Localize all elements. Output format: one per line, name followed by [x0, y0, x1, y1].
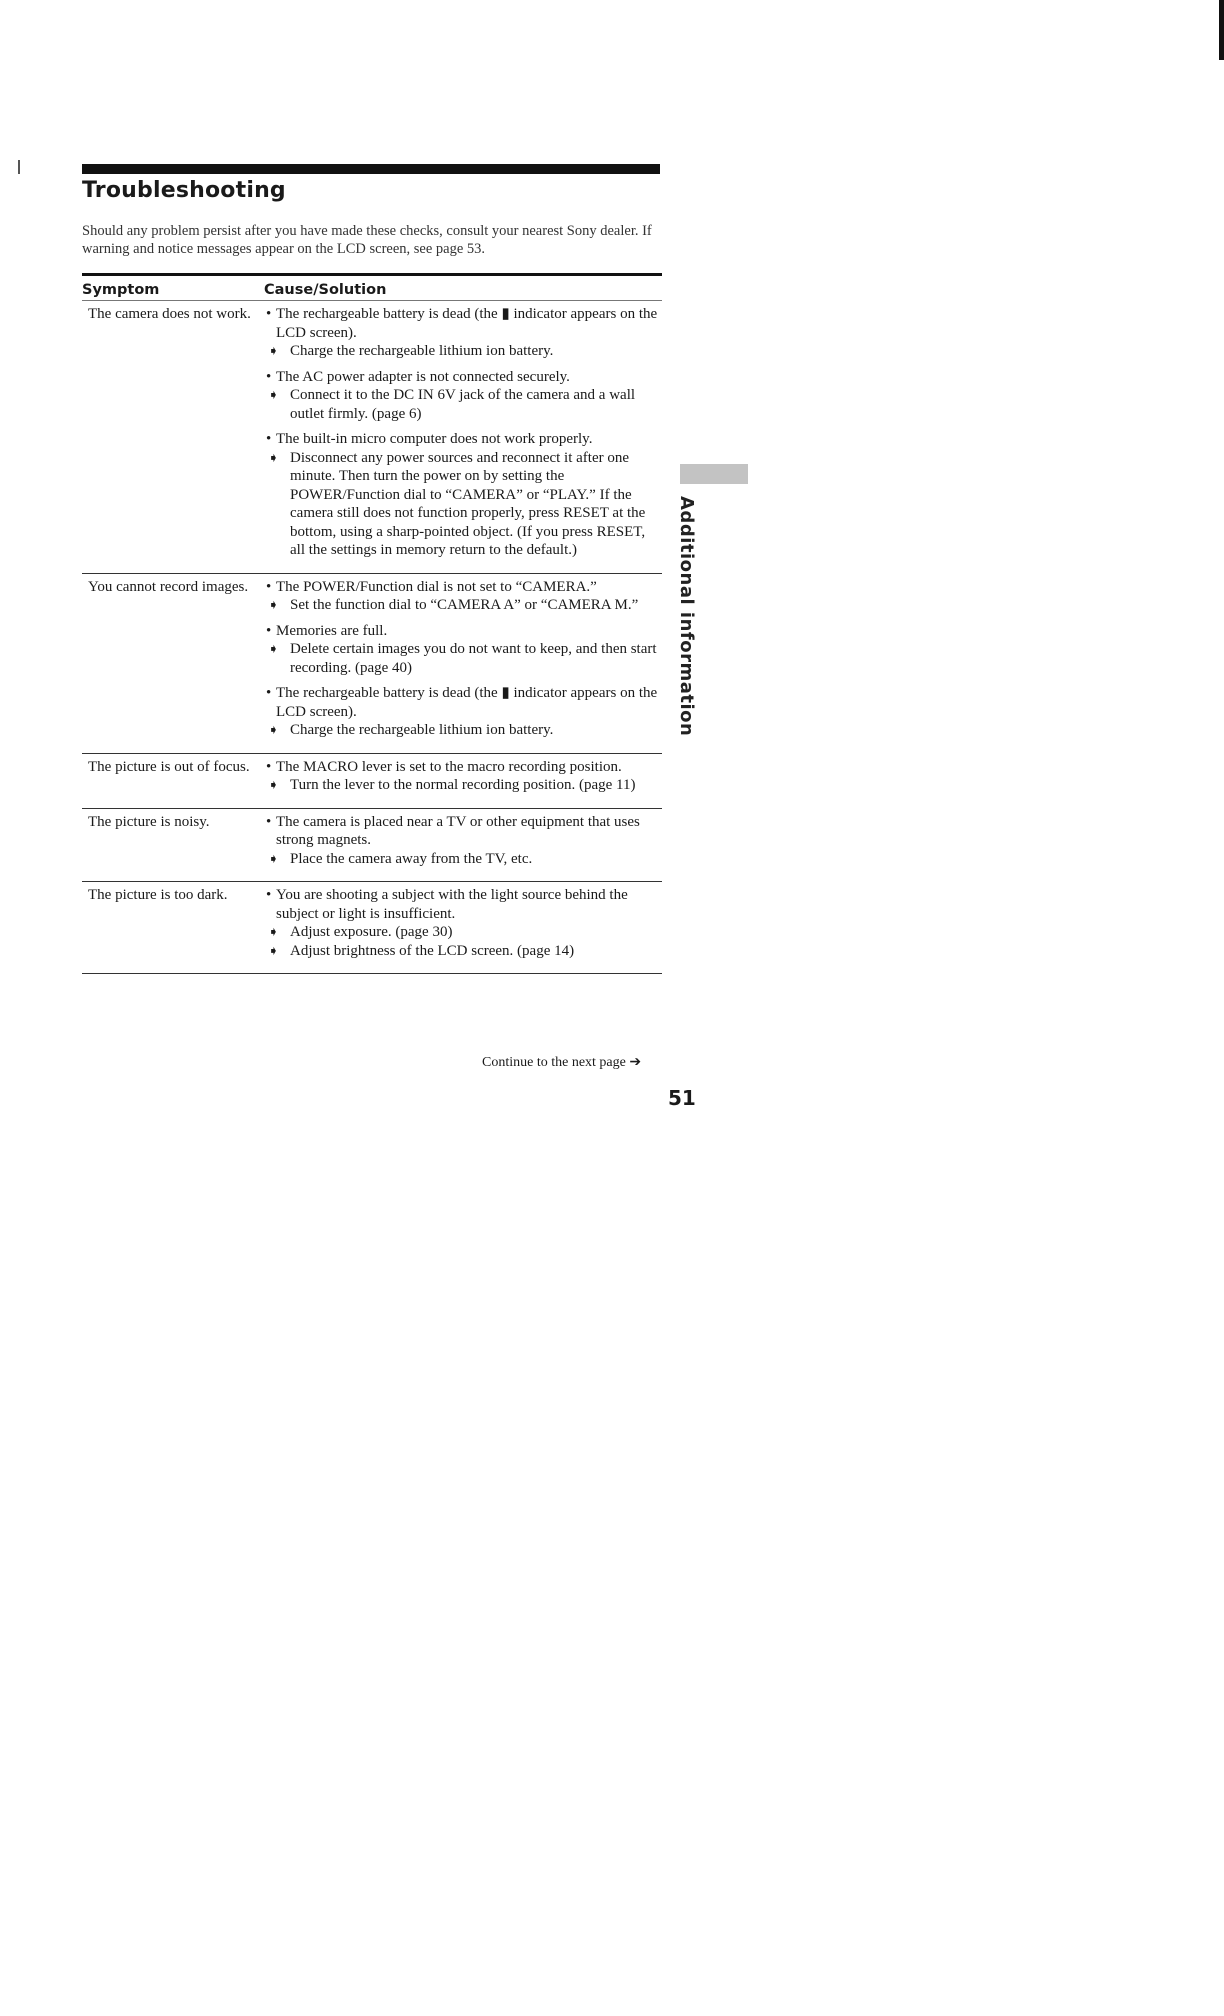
continue-note — [482, 1054, 641, 1071]
cause-column-header: Cause/Solution — [264, 282, 387, 298]
solution-item — [264, 342, 662, 361]
table-header — [82, 273, 662, 300]
solution-item — [264, 386, 662, 423]
solution-arrow-icon: ➧ — [268, 942, 279, 958]
margin-mark — [18, 160, 20, 174]
table-body — [82, 300, 662, 973]
solution-text: Place the camera away from the TV, etc. — [290, 850, 533, 867]
symptom-cell: The camera does not work. — [88, 306, 251, 322]
solution-arrow-icon: ➧ — [268, 387, 279, 402]
solution-text: Disconnect any power sources and reconnect it after one minute. Then turn the power on by setting the POWER/Function dial to “CAMERA” or “PLAY.” If the camera still does not function properly, press RESET at the bottom, using a sharp-pointed object. (If you press RESET, all the settings in memory return to the default.) — [290, 449, 646, 558]
cause-item — [264, 430, 662, 560]
cause-text: • The built-in micro computer does not work properly. — [264, 430, 662, 449]
solution-arrow-icon: ➧ — [268, 850, 279, 866]
solution-item — [264, 850, 662, 869]
symptom-cell: The picture is too dark. — [88, 887, 228, 903]
solution-text: Adjust exposure. (page 30) — [290, 924, 453, 940]
cause-text: • Memories are full. — [264, 622, 662, 641]
solution-arrow-icon: ➧ — [268, 641, 279, 656]
solution-arrow-icon: ➧ — [268, 924, 279, 939]
solution-arrow-icon: ➧ — [268, 343, 279, 358]
symptom-cell: You cannot record images. — [88, 578, 249, 595]
side-tab-marker — [680, 464, 748, 484]
solution-text: Connect it to the DC IN 6V jack of the camera and a wall outlet firmly. (page 6) — [290, 387, 636, 422]
solution-item — [264, 596, 662, 615]
page-number: 51 — [668, 1086, 696, 1110]
section-top-rule — [82, 164, 660, 174]
solution-text: Turn the lever to the normal recording position. (page 11) — [290, 777, 636, 793]
solution-text: Adjust brightness of the LCD screen. (page 14) — [290, 942, 575, 959]
solution-arrow-icon: ➧ — [268, 777, 279, 792]
cause-text: • The rechargeable battery is dead (the ▮ indicator appears on the LCD screen). — [264, 684, 662, 721]
page-edge-mark — [1219, 0, 1224, 60]
solution-arrow-icon: ➧ — [268, 722, 279, 737]
table-row — [82, 573, 662, 753]
section-side-tab: Additional information — [676, 496, 697, 737]
solution-text: Charge the rechargeable lithium ion battery. — [290, 722, 554, 738]
cause-item — [264, 578, 662, 615]
cause-text: • The POWER/Function dial is not set to “CAMERA.” — [264, 578, 662, 597]
cause-item — [264, 886, 662, 960]
solution-item — [264, 923, 662, 942]
cause-solution-cell — [264, 305, 662, 567]
solution-text: Delete certain images you do not want to keep, and then start recording. (page 40) — [290, 641, 657, 676]
cause-item — [264, 813, 662, 869]
solution-item — [264, 640, 662, 677]
solution-item — [264, 776, 662, 795]
table-bottom-rule — [82, 973, 662, 974]
cause-solution-cell — [264, 758, 662, 802]
cause-solution-cell — [264, 578, 662, 747]
arrow-right-icon: ➔ — [629, 1055, 642, 1070]
cause-text: • The camera is placed near a TV or other equipment that uses strong magnets. — [264, 813, 662, 850]
symptom-column-header: Symptom — [82, 282, 160, 298]
cause-text: • The AC power adapter is not connected securely. — [264, 368, 662, 387]
troubleshooting-table — [82, 273, 662, 974]
cause-solution-cell — [264, 813, 662, 876]
cause-item — [264, 368, 662, 424]
cause-item — [264, 684, 662, 740]
solution-item — [264, 942, 662, 961]
cause-item — [264, 758, 662, 795]
solution-item — [264, 721, 662, 740]
table-row — [82, 753, 662, 808]
solution-arrow-icon: ➧ — [268, 597, 279, 612]
cause-text: • The MACRO lever is set to the macro recording position. — [264, 758, 662, 777]
table-row — [82, 808, 662, 882]
solution-text: Charge the rechargeable lithium ion battery. — [290, 343, 554, 359]
symptom-cell: The picture is noisy. — [88, 813, 210, 830]
cause-solution-cell — [264, 886, 662, 967]
solution-text: Set the function dial to “CAMERA A” or “CAMERA M.” — [290, 597, 639, 613]
cause-item — [264, 305, 662, 361]
intro-paragraph: Should any problem persist after you have made these checks, consult your nearest Sony dealer. If warning and notice messages appear on the LCD screen, see page 53. — [82, 223, 652, 257]
page-title: Troubleshooting — [82, 178, 286, 203]
table-row — [82, 300, 662, 573]
continue-text: Continue to the next page — [482, 1055, 626, 1070]
solution-item — [264, 449, 662, 560]
table-row — [82, 881, 662, 973]
cause-text: • The rechargeable battery is dead (the ▮ indicator appears on the LCD screen). — [264, 305, 662, 342]
symptom-cell: The picture is out of focus. — [88, 758, 250, 775]
cause-text: • You are shooting a subject with the light source behind the subject or light is insufficient. — [264, 886, 662, 923]
cause-item — [264, 622, 662, 678]
solution-arrow-icon: ➧ — [268, 449, 279, 465]
